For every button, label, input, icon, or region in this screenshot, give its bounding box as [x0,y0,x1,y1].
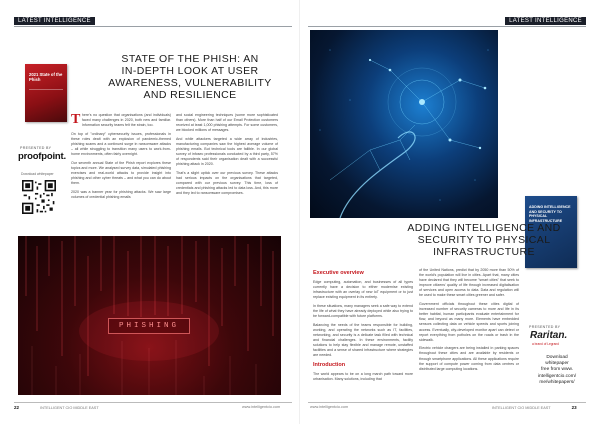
paragraph: Balancing the needs of the teams responsible for building, working, and operating the networks such as IT, facilities, networking, and security is a delicate task filled with technical and financial challenges. In these environments, facility solutions to help stay flexible and manage remote, unstaffed facilities and a sense of shared infrastructure where strategies are needed. [313,322,413,358]
digital-hand-graphic [310,30,498,218]
article-title [378,222,590,258]
paragraph: Electric vehicle chargers are being installed in parking spaces throughout these cities and are available by residents or through smartphone applications. All these applications require the support of compute power coming from data centres or distributed large computing locations. [419,346,519,371]
footer-url[interactable]: www.intelligentcio.com [310,405,349,409]
top-rule [14,26,292,27]
paragraph: Our seventh annual State of the Phish report explores these topics and more. We analysed survey data, simulated phishing exercises and real-world attacks to provide insight into phishing and other cyber threats – and what you can do about them. [71,160,171,186]
qr-code-icon[interactable] [22,180,56,214]
download-caption[interactable]: Download whitepaper [21,172,54,176]
paragraph: On top of "ordinary" cybersecurity issues, professionals in these roles dealt with an explosion of pandemic-themed phishing scams and a continued surge in ransomware attacks – all while struggling to transition many users to work-from-home environments, often fairly overnight. [71,131,171,157]
footer-right [492,405,577,410]
sponsor-logo: proofpoint. [18,151,66,162]
section-heading: Introduction [313,361,346,368]
title-line: INFRASTRUCTURE [433,246,535,258]
cover-title: 2021 State of the Phish [29,72,63,82]
sponsor-subtitle: a brand of Legrand [532,342,559,346]
title-line: IN-DEPTH LOOK AT USER [121,65,259,77]
footer-url[interactable]: www.intelligentcio.com [242,405,281,409]
download-line: intelligentcio.com/ [537,373,577,379]
paragraph: Edge computing, automation, and businesses of all types currently have a decision to either modernise existing infrastructure with an overlay of new IoT equipment or to just replace existing equipment in its entirety. [313,280,413,300]
publication-name: INTELLIGENT CIO MIDDLE EAST [40,406,99,410]
download-line: me/whitepapers/ [539,379,575,385]
paragraph: The world appears to be on a long march path toward more urbanisation. Many solutions, including that [313,371,413,381]
download-line: whitepaper [545,361,569,367]
body-column-2 [176,113,278,200]
title-line: STATE OF THE PHISH: AN [121,53,259,65]
paragraph: In these situations, many managers seek a safe way to extend the life of what they have already deployed while also trying to be forward-compatible with future platforms. [313,303,413,319]
cover-graphic [29,89,63,111]
presented-by-label: PRESENTED BY [529,325,561,329]
title-line: SECURITY TO PHYSICAL [417,234,551,246]
body-column-1 [313,268,413,386]
tech-hero-image [310,30,498,218]
paragraph: Government officials throughout these cities digital of increased number of security cameras to more and life in its better habitat, human participants evaluate entertainment for flow, and beyond as many more. Elements have embedded sensors collecting data on vehicle speeds and sports joining access. Eventually, city-developed monitor apart can detect or report everything from potholes on the roads or trash in the sidewalk. [419,302,519,342]
section-heading: Executive overview [313,270,364,276]
download-line: Download [546,355,568,360]
publication-name: INTELLIGENT CIO MIDDLE EAST [492,406,551,410]
page-number: 23 [571,405,577,410]
footer-rule [308,402,586,403]
whitepaper-cover[interactable] [25,64,67,122]
paragraph: That's a slight uptick over our previous survey. These attacks had serious impacts on the organisations that targeted, compared with our previous survey. This time, loss of credentials and phishing attacks led to data loss. And, this more and they led to ransomware compromises. [176,170,278,196]
right-page [300,0,600,424]
download-whitepaper-link[interactable] [528,355,586,386]
paragraph: and social engineering techniques (some more sophisticated than others). More than half of our Email Protection customers received at least 1,000 phishing attempts. For some customers, we blocked millions of messages. [176,113,278,133]
cover-title: ADDING INTELLIGENCE AND SECURITY TO PHYSICAL INFRASTRUCTURE [529,205,571,223]
paragraph: And while attackers targeted a wide array of industries, manufacturing companies saw the highest average volume of phishing emails. But technical tools are fallible. In our global survey of infosec professionals conducted by a third party, 57% of respondents said their organisation dealt with a successful phishing attack in 2020. [176,136,278,167]
footer-left [14,405,99,410]
download-line: free from www. [541,367,573,373]
code-rain-graphic [18,236,281,395]
page-number: 22 [14,405,20,410]
paragraph: here's no question that organisations (and individuals) faced many challenges in 2020, both new and familiar. Information security teams felt the strain, too. [81,113,171,128]
title-line: AWARENESS, VULNERABILITY [108,77,272,89]
title-line: ADDING INTELLIGENCE AND [407,222,561,234]
presented-by-label: PRESENTED BY [20,146,52,150]
paragraph: of the United Nations, predict that by 2050 more than 50% of the world's population will live in cities. Apart that, many cities have declared that they will become "smart cities" that seek to improve citizens' quality of life through increased digitalisation of services and open access to data. Data and regulation will be used to make these smart cities greener and safer. [419,268,519,298]
sponsor-logo: Raritan. [530,330,568,341]
body-column-2 [419,268,519,375]
footer-rule [14,402,292,403]
section-tab: LATEST INTELLIGENCE [505,17,586,25]
section-tab: LATEST INTELLIGENCE [14,17,95,25]
phishing-hero-image [18,236,281,395]
paragraph: 2020 was a banner year for phishing attacks. We saw large volumes of credential phishing emails [71,189,171,199]
title-line: AND RESILIENCE [143,89,237,101]
top-rule [308,26,586,27]
phishing-label: PHISHING [108,318,190,334]
body-column-1 [71,113,171,203]
drop-cap: T [71,112,81,127]
article-title [100,53,280,101]
